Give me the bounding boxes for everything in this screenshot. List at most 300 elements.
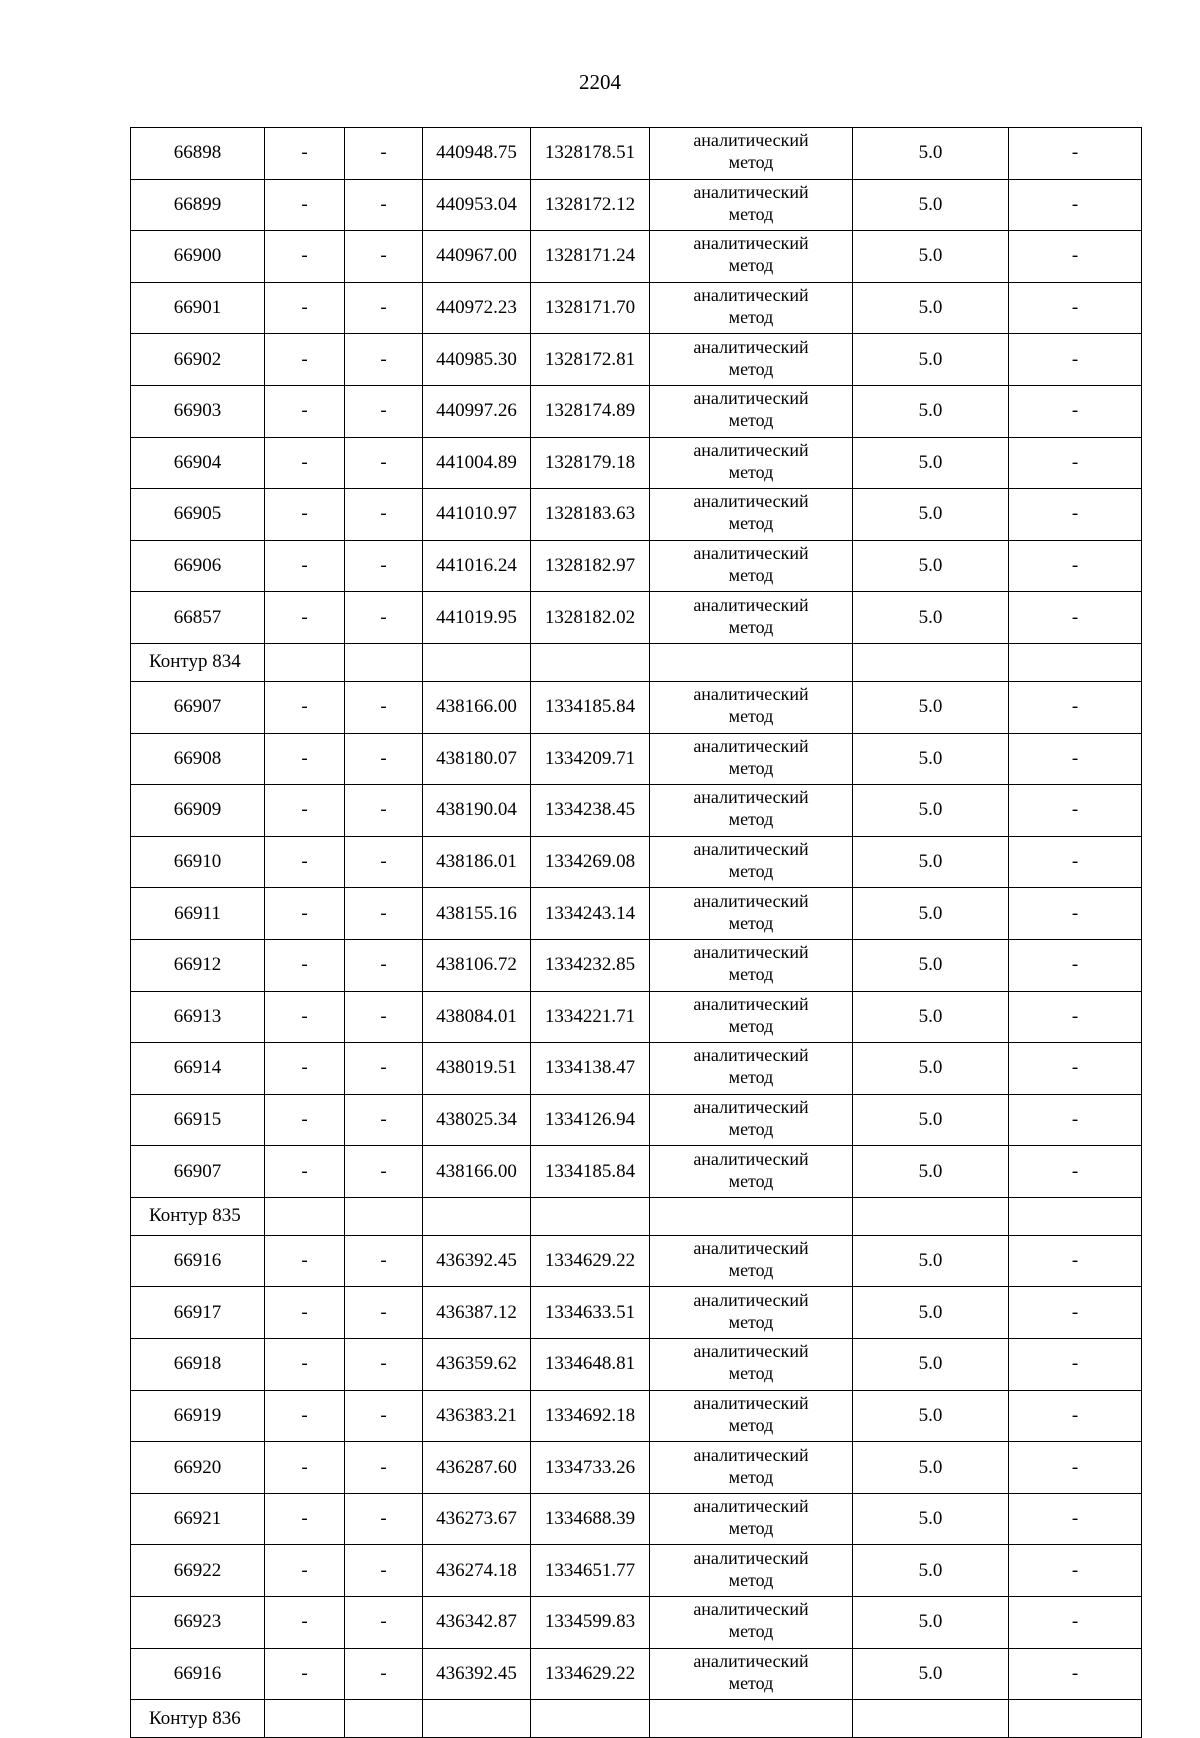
method-cell	[650, 1235, 853, 1287]
empty-cell	[853, 1700, 1009, 1738]
dash-cell: -	[265, 437, 345, 489]
method-line2: метод	[728, 307, 774, 328]
point-id-cell: 66904	[131, 437, 265, 489]
method-line2: метод	[728, 1518, 774, 1539]
contour-label: Контур 836	[131, 1700, 265, 1738]
dash-cell: -	[345, 1146, 423, 1198]
method-line1: аналитический	[693, 439, 809, 460]
y-coordinate-cell: 1328172.81	[531, 334, 650, 386]
method-line2: метод	[728, 1015, 774, 1036]
y-coordinate-cell: 1328171.70	[531, 282, 650, 334]
dash-cell: -	[345, 1442, 423, 1494]
point-id-cell: 66913	[131, 991, 265, 1043]
y-coordinate-cell: 1334238.45	[531, 785, 650, 837]
dash-cell: -	[345, 991, 423, 1043]
point-id-cell: 66907	[131, 1146, 265, 1198]
y-coordinate-cell: 1334629.22	[531, 1235, 650, 1287]
y-coordinate-cell: 1334651.77	[531, 1545, 650, 1597]
page-number: 2204	[579, 70, 621, 94]
dash-cell: -	[1009, 592, 1142, 644]
empty-cell	[265, 1700, 345, 1738]
point-id-cell: 66901	[131, 282, 265, 334]
table-row	[131, 733, 1142, 785]
table-row	[131, 888, 1142, 940]
table-body	[131, 128, 1142, 1738]
accuracy-cell: 5.0	[853, 785, 1009, 837]
dash-cell: -	[1009, 540, 1142, 592]
point-id-cell: 66905	[131, 489, 265, 541]
method-line2: метод	[728, 461, 774, 482]
dash-cell: -	[345, 1545, 423, 1597]
dash-cell: -	[1009, 836, 1142, 888]
dash-cell: -	[265, 836, 345, 888]
dash-cell: -	[345, 489, 423, 541]
point-id-cell: 66918	[131, 1339, 265, 1391]
dash-cell: -	[345, 1043, 423, 1095]
contour-header-row	[131, 1700, 1142, 1738]
dash-cell: -	[345, 1287, 423, 1339]
method-line1: аналитический	[693, 388, 809, 409]
dash-cell: -	[265, 1287, 345, 1339]
x-coordinate-cell: 438084.01	[423, 991, 531, 1043]
method-line2: метод	[728, 1621, 774, 1642]
dash-cell: -	[345, 1493, 423, 1545]
table-row	[131, 939, 1142, 991]
method-line2: метод	[728, 1118, 774, 1139]
accuracy-cell: 5.0	[853, 836, 1009, 888]
table-row	[131, 1648, 1142, 1700]
point-id-cell: 66907	[131, 681, 265, 733]
x-coordinate-cell: 438025.34	[423, 1094, 531, 1146]
table-row	[131, 1287, 1142, 1339]
table-row	[131, 437, 1142, 489]
point-id-cell: 66908	[131, 733, 265, 785]
empty-cell	[853, 1197, 1009, 1235]
table-row	[131, 179, 1142, 231]
x-coordinate-cell: 440997.26	[423, 385, 531, 437]
point-id-cell: 66921	[131, 1493, 265, 1545]
dash-cell: -	[265, 540, 345, 592]
point-id-cell: 66902	[131, 334, 265, 386]
method-line2: метод	[728, 513, 774, 534]
dash-cell: -	[265, 1545, 345, 1597]
table-row	[131, 1043, 1142, 1095]
table-row	[131, 991, 1142, 1043]
contour-label: Контур 834	[131, 643, 265, 681]
dash-cell: -	[345, 1597, 423, 1649]
method-cell	[650, 836, 853, 888]
accuracy-cell: 5.0	[853, 592, 1009, 644]
method-line1: аналитический	[693, 181, 809, 202]
x-coordinate-cell: 440953.04	[423, 179, 531, 231]
table-row	[131, 128, 1142, 180]
method-cell	[650, 1545, 853, 1597]
point-id-cell: 66914	[131, 1043, 265, 1095]
method-line2: метод	[728, 616, 774, 637]
accuracy-cell: 5.0	[853, 1597, 1009, 1649]
method-line2: метод	[728, 1672, 774, 1693]
dash-cell: -	[1009, 1287, 1142, 1339]
y-coordinate-cell: 1328179.18	[531, 437, 650, 489]
dash-cell: -	[265, 334, 345, 386]
y-coordinate-cell: 1334185.84	[531, 1146, 650, 1198]
dash-cell: -	[1009, 1339, 1142, 1391]
y-coordinate-cell: 1334138.47	[531, 1043, 650, 1095]
dash-cell: -	[265, 592, 345, 644]
empty-cell	[650, 643, 853, 681]
dash-cell: -	[1009, 991, 1142, 1043]
dash-cell: -	[345, 1094, 423, 1146]
y-coordinate-cell: 1328172.12	[531, 179, 650, 231]
accuracy-cell: 5.0	[853, 1235, 1009, 1287]
dash-cell: -	[265, 179, 345, 231]
x-coordinate-cell: 436287.60	[423, 1442, 531, 1494]
x-coordinate-cell: 440985.30	[423, 334, 531, 386]
point-id-cell: 66900	[131, 231, 265, 283]
accuracy-cell: 5.0	[853, 1390, 1009, 1442]
dash-cell: -	[345, 179, 423, 231]
x-coordinate-cell: 436342.87	[423, 1597, 531, 1649]
y-coordinate-cell: 1334629.22	[531, 1648, 650, 1700]
table-row	[131, 592, 1142, 644]
table-row	[131, 1390, 1142, 1442]
method-line2: метод	[728, 964, 774, 985]
x-coordinate-cell: 438019.51	[423, 1043, 531, 1095]
empty-cell	[531, 1700, 650, 1738]
table-row	[131, 1442, 1142, 1494]
x-coordinate-cell: 440948.75	[423, 128, 531, 180]
accuracy-cell: 5.0	[853, 489, 1009, 541]
method-line1: аналитический	[693, 787, 809, 808]
y-coordinate-cell: 1334243.14	[531, 888, 650, 940]
table-row	[131, 836, 1142, 888]
dash-cell: -	[265, 1339, 345, 1391]
method-line2: метод	[728, 1067, 774, 1088]
dash-cell: -	[265, 231, 345, 283]
method-cell	[650, 733, 853, 785]
accuracy-cell: 5.0	[853, 334, 1009, 386]
x-coordinate-cell: 436359.62	[423, 1339, 531, 1391]
method-line2: метод	[728, 1170, 774, 1191]
point-id-cell: 66909	[131, 785, 265, 837]
dash-cell: -	[265, 681, 345, 733]
method-line2: метод	[728, 1311, 774, 1332]
method-cell	[650, 785, 853, 837]
method-line2: метод	[728, 203, 774, 224]
point-id-cell: 66857	[131, 592, 265, 644]
dash-cell: -	[265, 733, 345, 785]
x-coordinate-cell: 436387.12	[423, 1287, 531, 1339]
dash-cell: -	[265, 128, 345, 180]
y-coordinate-cell: 1334232.85	[531, 939, 650, 991]
dash-cell: -	[345, 836, 423, 888]
y-coordinate-cell: 1334733.26	[531, 1442, 650, 1494]
dash-cell: -	[265, 991, 345, 1043]
x-coordinate-cell: 438166.00	[423, 1146, 531, 1198]
method-cell	[650, 1648, 853, 1700]
method-cell	[650, 1094, 853, 1146]
method-line1: аналитический	[693, 684, 809, 705]
y-coordinate-cell: 1328178.51	[531, 128, 650, 180]
dash-cell: -	[1009, 334, 1142, 386]
dash-cell: -	[265, 1493, 345, 1545]
dash-cell: -	[265, 385, 345, 437]
empty-cell	[853, 643, 1009, 681]
y-coordinate-cell: 1334688.39	[531, 1493, 650, 1545]
dash-cell: -	[1009, 733, 1142, 785]
x-coordinate-cell: 441019.95	[423, 592, 531, 644]
dash-cell: -	[345, 1339, 423, 1391]
dash-cell: -	[1009, 128, 1142, 180]
dash-cell: -	[1009, 1235, 1142, 1287]
accuracy-cell: 5.0	[853, 128, 1009, 180]
x-coordinate-cell: 436274.18	[423, 1545, 531, 1597]
dash-cell: -	[1009, 282, 1142, 334]
dash-cell: -	[265, 1648, 345, 1700]
method-cell	[650, 681, 853, 733]
dash-cell: -	[345, 1235, 423, 1287]
y-coordinate-cell: 1334126.94	[531, 1094, 650, 1146]
method-line2: метод	[728, 410, 774, 431]
dash-cell: -	[265, 939, 345, 991]
dash-cell: -	[345, 540, 423, 592]
empty-cell	[423, 1197, 531, 1235]
contour-label: Контур 835	[131, 1197, 265, 1235]
method-line1: аналитический	[693, 1045, 809, 1066]
method-cell	[650, 991, 853, 1043]
y-coordinate-cell: 1328182.97	[531, 540, 650, 592]
dash-cell: -	[1009, 785, 1142, 837]
dash-cell: -	[345, 888, 423, 940]
point-id-cell: 66920	[131, 1442, 265, 1494]
dash-cell: -	[265, 1235, 345, 1287]
empty-cell	[345, 643, 423, 681]
method-cell	[650, 1287, 853, 1339]
dash-cell: -	[265, 1146, 345, 1198]
method-cell	[650, 888, 853, 940]
y-coordinate-cell: 1328174.89	[531, 385, 650, 437]
method-cell	[650, 1442, 853, 1494]
empty-cell	[345, 1197, 423, 1235]
dash-cell: -	[345, 939, 423, 991]
method-line2: метод	[728, 1363, 774, 1384]
empty-cell	[1009, 1197, 1142, 1235]
dash-cell: -	[265, 1597, 345, 1649]
method-line1: аналитический	[693, 1599, 809, 1620]
accuracy-cell: 5.0	[853, 1545, 1009, 1597]
point-id-cell: 66912	[131, 939, 265, 991]
method-line1: аналитический	[693, 233, 809, 254]
method-line1: аналитический	[693, 1650, 809, 1671]
accuracy-cell: 5.0	[853, 1442, 1009, 1494]
method-line2: метод	[728, 358, 774, 379]
point-id-cell: 66915	[131, 1094, 265, 1146]
method-line2: метод	[728, 757, 774, 778]
method-line1: аналитический	[693, 1148, 809, 1169]
point-id-cell: 66903	[131, 385, 265, 437]
dash-cell: -	[265, 489, 345, 541]
empty-cell	[531, 1197, 650, 1235]
y-coordinate-cell: 1334185.84	[531, 681, 650, 733]
accuracy-cell: 5.0	[853, 437, 1009, 489]
dash-cell: -	[345, 128, 423, 180]
point-id-cell: 66898	[131, 128, 265, 180]
method-cell	[650, 1390, 853, 1442]
y-coordinate-cell: 1334269.08	[531, 836, 650, 888]
accuracy-cell: 5.0	[853, 681, 1009, 733]
dash-cell: -	[345, 785, 423, 837]
table-row	[131, 681, 1142, 733]
dash-cell: -	[345, 592, 423, 644]
table-row	[131, 231, 1142, 283]
empty-cell	[650, 1197, 853, 1235]
dash-cell: -	[1009, 681, 1142, 733]
x-coordinate-cell: 436392.45	[423, 1648, 531, 1700]
method-line1: аналитический	[693, 1496, 809, 1517]
x-coordinate-cell: 441004.89	[423, 437, 531, 489]
empty-cell	[650, 1700, 853, 1738]
point-id-cell: 66910	[131, 836, 265, 888]
dash-cell: -	[1009, 489, 1142, 541]
dash-cell: -	[1009, 179, 1142, 231]
y-coordinate-cell: 1328183.63	[531, 489, 650, 541]
dash-cell: -	[1009, 1493, 1142, 1545]
table-row	[131, 1094, 1142, 1146]
dash-cell: -	[345, 231, 423, 283]
y-coordinate-cell: 1334599.83	[531, 1597, 650, 1649]
method-line2: метод	[728, 861, 774, 882]
y-coordinate-cell: 1334648.81	[531, 1339, 650, 1391]
method-cell	[650, 282, 853, 334]
table-row	[131, 385, 1142, 437]
x-coordinate-cell: 441016.24	[423, 540, 531, 592]
accuracy-cell: 5.0	[853, 1146, 1009, 1198]
method-line1: аналитический	[693, 942, 809, 963]
table-row	[131, 785, 1142, 837]
method-line2: метод	[728, 1569, 774, 1590]
accuracy-cell: 5.0	[853, 991, 1009, 1043]
method-cell	[650, 334, 853, 386]
dash-cell: -	[1009, 1390, 1142, 1442]
method-cell	[650, 231, 853, 283]
empty-cell	[531, 643, 650, 681]
method-line2: метод	[728, 706, 774, 727]
method-line2: метод	[728, 1260, 774, 1281]
empty-cell	[423, 1700, 531, 1738]
method-cell	[650, 1339, 853, 1391]
contour-header-row	[131, 1197, 1142, 1235]
table-row	[131, 334, 1142, 386]
dash-cell: -	[265, 1094, 345, 1146]
accuracy-cell: 5.0	[853, 939, 1009, 991]
empty-cell	[1009, 643, 1142, 681]
dash-cell: -	[265, 1043, 345, 1095]
empty-cell	[265, 643, 345, 681]
dash-cell: -	[1009, 888, 1142, 940]
empty-cell	[1009, 1700, 1142, 1738]
dash-cell: -	[1009, 1648, 1142, 1700]
empty-cell	[423, 643, 531, 681]
point-id-cell: 66923	[131, 1597, 265, 1649]
x-coordinate-cell: 438166.00	[423, 681, 531, 733]
table-row	[131, 489, 1142, 541]
x-coordinate-cell: 438155.16	[423, 888, 531, 940]
x-coordinate-cell: 440972.23	[423, 282, 531, 334]
point-id-cell: 66906	[131, 540, 265, 592]
method-line1: аналитический	[693, 491, 809, 512]
method-line1: аналитический	[693, 1341, 809, 1362]
table-row	[131, 282, 1142, 334]
table-row	[131, 1339, 1142, 1391]
dash-cell: -	[345, 282, 423, 334]
method-line2: метод	[728, 809, 774, 830]
method-line2: метод	[728, 255, 774, 276]
method-line1: аналитический	[693, 1547, 809, 1568]
method-cell	[650, 437, 853, 489]
dash-cell: -	[265, 785, 345, 837]
dash-cell: -	[1009, 1094, 1142, 1146]
method-line1: аналитический	[693, 993, 809, 1014]
accuracy-cell: 5.0	[853, 1043, 1009, 1095]
method-line1: аналитический	[693, 336, 809, 357]
accuracy-cell: 5.0	[853, 733, 1009, 785]
accuracy-cell: 5.0	[853, 888, 1009, 940]
method-line2: метод	[728, 1466, 774, 1487]
empty-cell	[265, 1197, 345, 1235]
dash-cell: -	[345, 1390, 423, 1442]
accuracy-cell: 5.0	[853, 231, 1009, 283]
method-line2: метод	[728, 912, 774, 933]
dash-cell: -	[1009, 231, 1142, 283]
point-id-cell: 66916	[131, 1648, 265, 1700]
contour-header-row	[131, 643, 1142, 681]
method-line2: метод	[728, 152, 774, 173]
x-coordinate-cell: 441010.97	[423, 489, 531, 541]
method-cell	[650, 1597, 853, 1649]
table-row	[131, 1493, 1142, 1545]
dash-cell: -	[1009, 437, 1142, 489]
table-row	[131, 1146, 1142, 1198]
dash-cell: -	[345, 1648, 423, 1700]
dash-cell: -	[345, 733, 423, 785]
accuracy-cell: 5.0	[853, 1493, 1009, 1545]
x-coordinate-cell: 438106.72	[423, 939, 531, 991]
empty-cell	[345, 1700, 423, 1738]
dash-cell: -	[265, 282, 345, 334]
dash-cell: -	[345, 681, 423, 733]
point-id-cell: 66917	[131, 1287, 265, 1339]
accuracy-cell: 5.0	[853, 385, 1009, 437]
method-line1: аналитический	[693, 890, 809, 911]
method-cell	[650, 939, 853, 991]
dash-cell: -	[1009, 1442, 1142, 1494]
method-cell	[650, 489, 853, 541]
method-cell	[650, 179, 853, 231]
point-id-cell: 66916	[131, 1235, 265, 1287]
table-row	[131, 540, 1142, 592]
table-row	[131, 1545, 1142, 1597]
dash-cell: -	[265, 1390, 345, 1442]
y-coordinate-cell: 1334221.71	[531, 991, 650, 1043]
y-coordinate-cell: 1334692.18	[531, 1390, 650, 1442]
y-coordinate-cell: 1334209.71	[531, 733, 650, 785]
point-id-cell: 66899	[131, 179, 265, 231]
method-line1: аналитический	[693, 735, 809, 756]
dash-cell: -	[1009, 1146, 1142, 1198]
y-coordinate-cell: 1328182.02	[531, 592, 650, 644]
table-row	[131, 1235, 1142, 1287]
accuracy-cell: 5.0	[853, 1094, 1009, 1146]
